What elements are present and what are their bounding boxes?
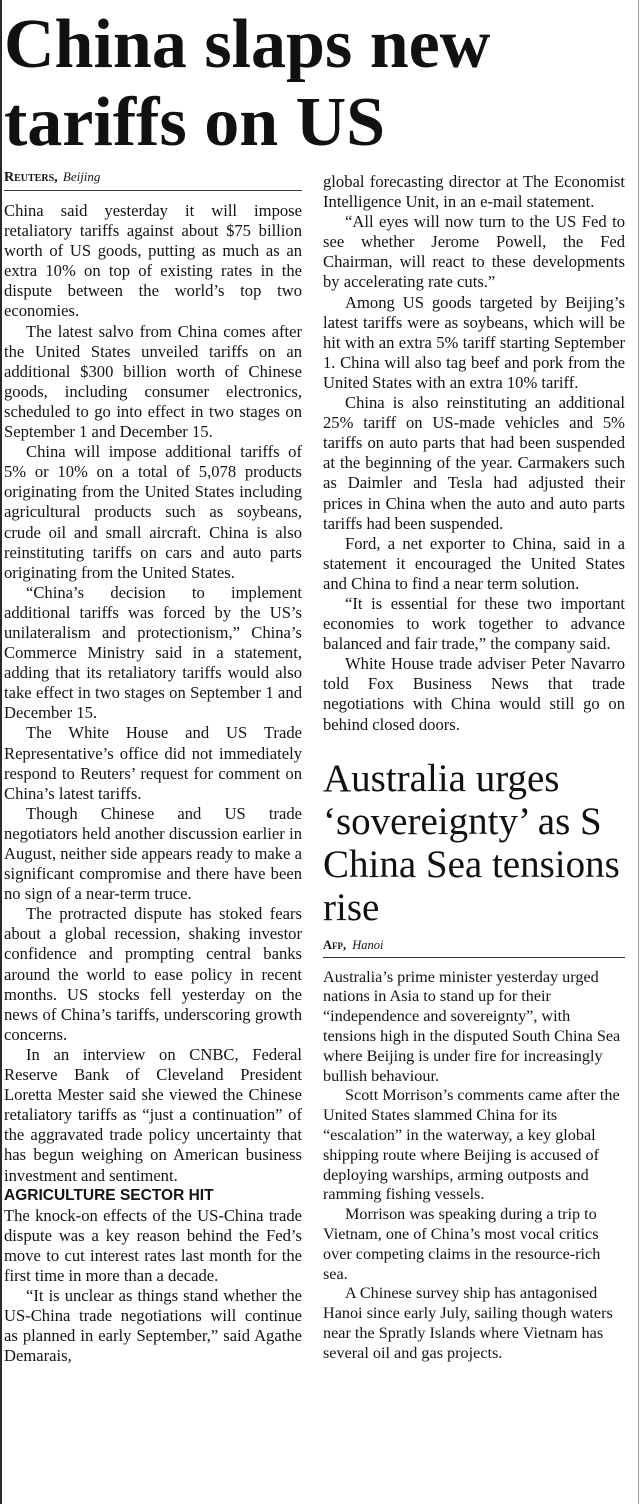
paragraph: “All eyes will now turn to the US Fed to see whether Jerome Powell, the Fed Chairman, will react to these developments by accelerating rate cuts.” — [323, 212, 625, 292]
paragraph: In an interview on CNBC, Federal Reserve Bank of Cleveland President Loretta Mester said she viewed the Chinese retaliatory tariffs as “just a continuation” of the aggravated trade policy uncertainty that has begun weighing on American business investment and sentiment. — [4, 1044, 302, 1185]
byline-agency: Reuters, — [4, 170, 58, 185]
paragraph: The White House and US Trade Representative’s office did not immediately respond to Reuters’ request for comment on China’s latest tariffs. — [4, 723, 302, 803]
paragraph: global forecasting director at The Economist Intelligence Unit, in an e-mail statement. — [323, 172, 625, 212]
paragraph: Ford, a net exporter to China, said in a statement it encouraged the United States and China to find a near term solution. — [323, 533, 625, 593]
paragraph: The latest salvo from China comes after the United States unveiled tariffs on an additional $300 billion worth of Chinese goods, including consumer electronics, scheduled to go into effect in two stages on September 1 and December 15. — [4, 321, 302, 442]
byline-place: Beijing — [62, 169, 101, 184]
paragraph: “China’s decision to implement additional tariffs was forced by the US’s unilateralism and protectionism,” China’s Commerce Ministry said in a statement, adding that its retaliatory tariffs would also take effect in two stages on September 1 and December 15. — [4, 582, 302, 723]
byline-second — [323, 937, 625, 958]
article-body-right — [323, 172, 625, 735]
byline — [4, 168, 302, 191]
paragraph: The protracted dispute has stoked fears about a global recession, shaking investor confidence and prompting central banks around the world to ease policy in recent months. US stocks fell yesterday on the news of China’s tariffs, underscoring growth concerns. — [4, 904, 302, 1044]
article-right-column — [323, 172, 625, 1364]
paragraph: “It is unclear as things stand whether the US-China trade negotiations will continue as planned in early September,” said Agathe Demarais, — [4, 1285, 302, 1366]
paragraph: Scott Morrison’s comments came after the United States slammed China for its “escalation” in the waterway, a key global shipping route where Beijing is accused of deploying warships, arming outposts and ramming fishing vessels. — [323, 1086, 620, 1204]
paragraph: Australia’s prime minister yesterday urged nations in Asia to stand up for their “independence and sovereignty”, with tensions high in the disputed South China Sea where Beijing is under fire for increasingly bullish behaviour. — [323, 967, 621, 1085]
byline-place: Hanoi — [352, 937, 384, 952]
paragraph: The knock-on effects of the US-China trade dispute was a key reason behind the Fed’s move to cut interest rates last month for the first time in more than a decade. — [4, 1205, 302, 1285]
article-body-left-continued — [4, 1206, 302, 1367]
section-subhead: AGRICULTURE SECTOR HIT — [4, 1186, 214, 1204]
article-left-column — [4, 168, 302, 1366]
second-headline: Australia urges ‘sovereignty’ as S China Sea tensions rise — [323, 756, 620, 929]
paragraph: China is also reinstituting an additional 25% tariff on US-made vehicles and 5% tariffs on auto parts that had been suspended at the beginning of the year. Carmakers such as Daimler and Tesla had adjusted their prices in China when the auto and auto parts tariffs had been suspended. — [323, 393, 625, 533]
main-headline: China slaps new tariffs on US — [4, 6, 491, 161]
column-rule-right — [638, 0, 639, 1504]
paragraph: Though Chinese and US trade negotiators held another discussion earlier in August, neither side appears ready to make a significant compromise and there have been no sign of a near-term truce. — [4, 803, 302, 904]
article-body-second — [323, 968, 625, 1364]
paragraph: A Chinese survey ship has antagonised Hanoi since early July, sailing though waters near the Spratly Islands where Vietnam has several oil and gas projects. — [323, 1284, 613, 1362]
paragraph: Morrison was speaking during a trip to Vietnam, one of China’s most vocal critics over competing claims in the resource-rich sea. — [323, 1205, 601, 1283]
paragraph: Among US goods targeted by Beijing’s latest tariffs were as soybeans, which will be hit with an extra 5% tariff starting September 1. China will also tag beef and pork from the United States with an extra 10% tariff. — [323, 292, 625, 392]
paragraph: “It is essential for these two important economies to work together to advance balanced and fair trade,” the company said. — [323, 593, 625, 654]
paragraph: White House trade adviser Peter Navarro told Fox Business News that trade negotiations with China would still go on behind closed doors. — [323, 654, 625, 734]
byline-agency: Afp, — [323, 937, 347, 952]
paragraph: China will impose additional tariffs of 5% or 10% on a total of 5,078 products originating from the United States including agricultural products such as soybeans, crude oil and small aircraft. China is also reinstituting tariffs on cars and auto parts originating from the United States. — [4, 442, 302, 582]
article-body-left — [4, 201, 302, 1186]
page-edge-left — [0, 0, 2, 1504]
paragraph: China said yesterday it will impose retaliatory tariffs against about $75 billion worth of US goods, putting as much as an extra 10% on top of existing rates in the dispute between the world’s top two economies. — [4, 201, 302, 321]
